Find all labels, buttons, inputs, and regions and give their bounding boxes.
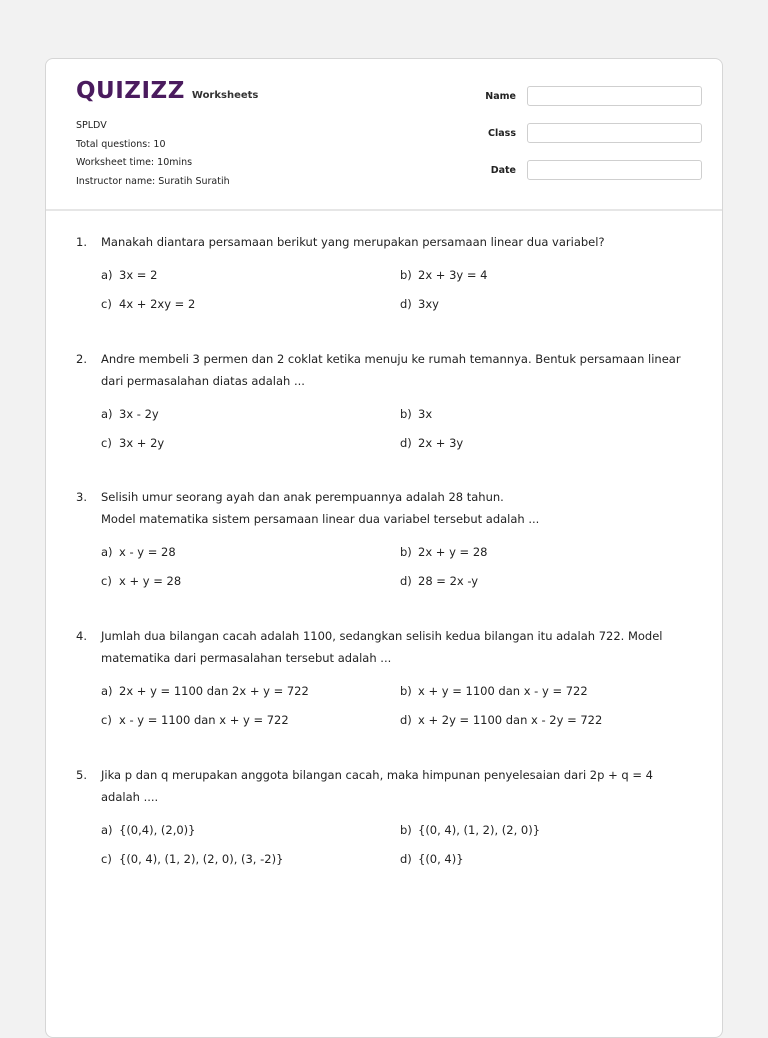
question-text: Manakah diantara persamaan berikut yang merupakan persamaan linear dua variabel? — [101, 235, 605, 249]
option-text: x - y = 1100 dan x + y = 722 — [119, 713, 289, 727]
instructor-name: Instructor name: Suratih Suratih — [76, 175, 230, 187]
class-input[interactable] — [527, 123, 702, 143]
answer-option — [400, 294, 692, 315]
option-text: 3xy — [418, 297, 439, 311]
option-text: 2x + 3y = 4 — [418, 268, 488, 282]
answer-option — [101, 710, 400, 731]
answer-options — [101, 404, 692, 454]
answer-option — [101, 265, 400, 286]
answer-options — [101, 820, 692, 870]
name-label: Name — [485, 90, 516, 102]
worksheet-time: Worksheet time: 10mins — [76, 157, 193, 168]
question-number: 5. — [76, 768, 87, 782]
question-item — [76, 486, 692, 592]
answer-option — [400, 265, 692, 286]
option-letter: c) — [101, 297, 112, 311]
answer-option — [400, 571, 692, 592]
option-letter: a) — [101, 823, 113, 837]
answer-options — [101, 265, 692, 315]
answer-option — [400, 710, 692, 731]
option-text: {(0,4), (2,0)} — [119, 823, 196, 837]
answer-option — [400, 542, 692, 563]
question-number: 2. — [76, 352, 87, 366]
option-text: 4x + 2xy = 2 — [119, 297, 196, 311]
answer-option — [400, 681, 692, 702]
option-text: {(0, 4), (1, 2), (2, 0)} — [418, 823, 541, 837]
answer-option — [101, 542, 400, 563]
question-text: Jumlah dua bilangan cacah adalah 1100, sedangkan selisih kedua bilangan itu adalah 722. Model matematika dari permasalahan tersebut adalah ... — [101, 629, 663, 665]
answer-option — [101, 820, 400, 841]
worksheet-header — [46, 59, 722, 211]
option-letter: a) — [101, 545, 113, 559]
question-text-line: Selisih umur seorang ayah dan anak perempuannya adalah 28 tahun. — [101, 490, 504, 504]
option-letter: c) — [101, 713, 112, 727]
answer-option — [101, 404, 400, 425]
option-letter: c) — [101, 436, 112, 450]
option-letter: a) — [101, 268, 113, 282]
total-questions: Total questions: 10 — [76, 138, 166, 150]
date-field-row — [466, 160, 702, 180]
option-text: x + y = 28 — [119, 574, 182, 588]
option-letter: c) — [101, 574, 112, 588]
question-item — [76, 348, 692, 454]
option-text: 2x + y = 28 — [418, 545, 488, 559]
option-letter: b) — [400, 268, 412, 282]
question-text-line: Model matematika sistem persamaan linear dua variabel tersebut adalah ... — [101, 512, 540, 526]
date-input[interactable] — [527, 160, 702, 180]
worksheet-page — [45, 58, 723, 1038]
option-text: 3x - 2y — [119, 407, 159, 421]
question-number: 1. — [76, 235, 87, 249]
answer-option — [400, 404, 692, 425]
option-text: 3x + 2y — [119, 436, 165, 450]
option-letter: c) — [101, 852, 112, 866]
logo-subtitle: Worksheets — [191, 90, 259, 101]
question-number: 4. — [76, 629, 87, 643]
question-text: Andre membeli 3 permen dan 2 coklat ketika menuju ke rumah temannya. Bentuk persamaan linear dari permasalahan diatas adalah ... — [101, 352, 681, 388]
answer-option — [101, 433, 400, 454]
option-letter: a) — [101, 684, 113, 698]
worksheet-title: SPLDV — [76, 120, 107, 131]
name-input[interactable] — [527, 86, 702, 106]
worksheet-meta — [76, 117, 230, 191]
question-item — [76, 764, 692, 870]
answer-option — [101, 571, 400, 592]
class-label: Class — [488, 127, 516, 139]
option-letter: d) — [400, 297, 412, 311]
answer-option — [101, 294, 400, 315]
option-text: x + 2y = 1100 dan x - 2y = 722 — [418, 713, 603, 727]
option-letter: b) — [400, 684, 412, 698]
answer-option — [400, 849, 692, 870]
answer-option — [101, 849, 400, 870]
quizizz-logo: QUIZIZZ — [76, 78, 185, 104]
option-letter: d) — [400, 574, 412, 588]
question-item — [76, 625, 692, 731]
brand-logo — [76, 78, 258, 104]
option-text: 28 = 2x -y — [418, 574, 479, 588]
answer-option — [400, 820, 692, 841]
option-text: {(0, 4)} — [418, 852, 464, 866]
question-text: Jika p dan q merupakan anggota bilangan cacah, maka himpunan penyelesaian dari 2p + q = 4 adalah .... — [101, 768, 653, 804]
date-label: Date — [490, 164, 516, 176]
question-text — [101, 486, 692, 530]
answer-option — [400, 433, 692, 454]
option-letter: d) — [400, 852, 412, 866]
question-number: 3. — [76, 490, 87, 504]
option-letter: b) — [400, 545, 412, 559]
option-letter: d) — [400, 713, 412, 727]
question-item — [76, 231, 692, 315]
name-field-row — [466, 86, 702, 106]
option-text: 2x + y = 1100 dan 2x + y = 722 — [119, 684, 309, 698]
answer-option — [101, 681, 400, 702]
answer-options — [101, 542, 692, 592]
option-text: x - y = 28 — [119, 545, 176, 559]
option-letter: b) — [400, 407, 412, 421]
option-letter: b) — [400, 823, 412, 837]
option-text: 2x + 3y — [418, 436, 464, 450]
option-text: x + y = 1100 dan x - y = 722 — [418, 684, 588, 698]
class-field-row — [466, 123, 702, 143]
answer-options — [101, 681, 692, 731]
option-letter: d) — [400, 436, 412, 450]
option-text: 3x = 2 — [119, 268, 158, 282]
option-text: {(0, 4), (1, 2), (2, 0), (3, -2)} — [119, 852, 284, 866]
option-letter: a) — [101, 407, 113, 421]
option-text: 3x — [418, 407, 433, 421]
